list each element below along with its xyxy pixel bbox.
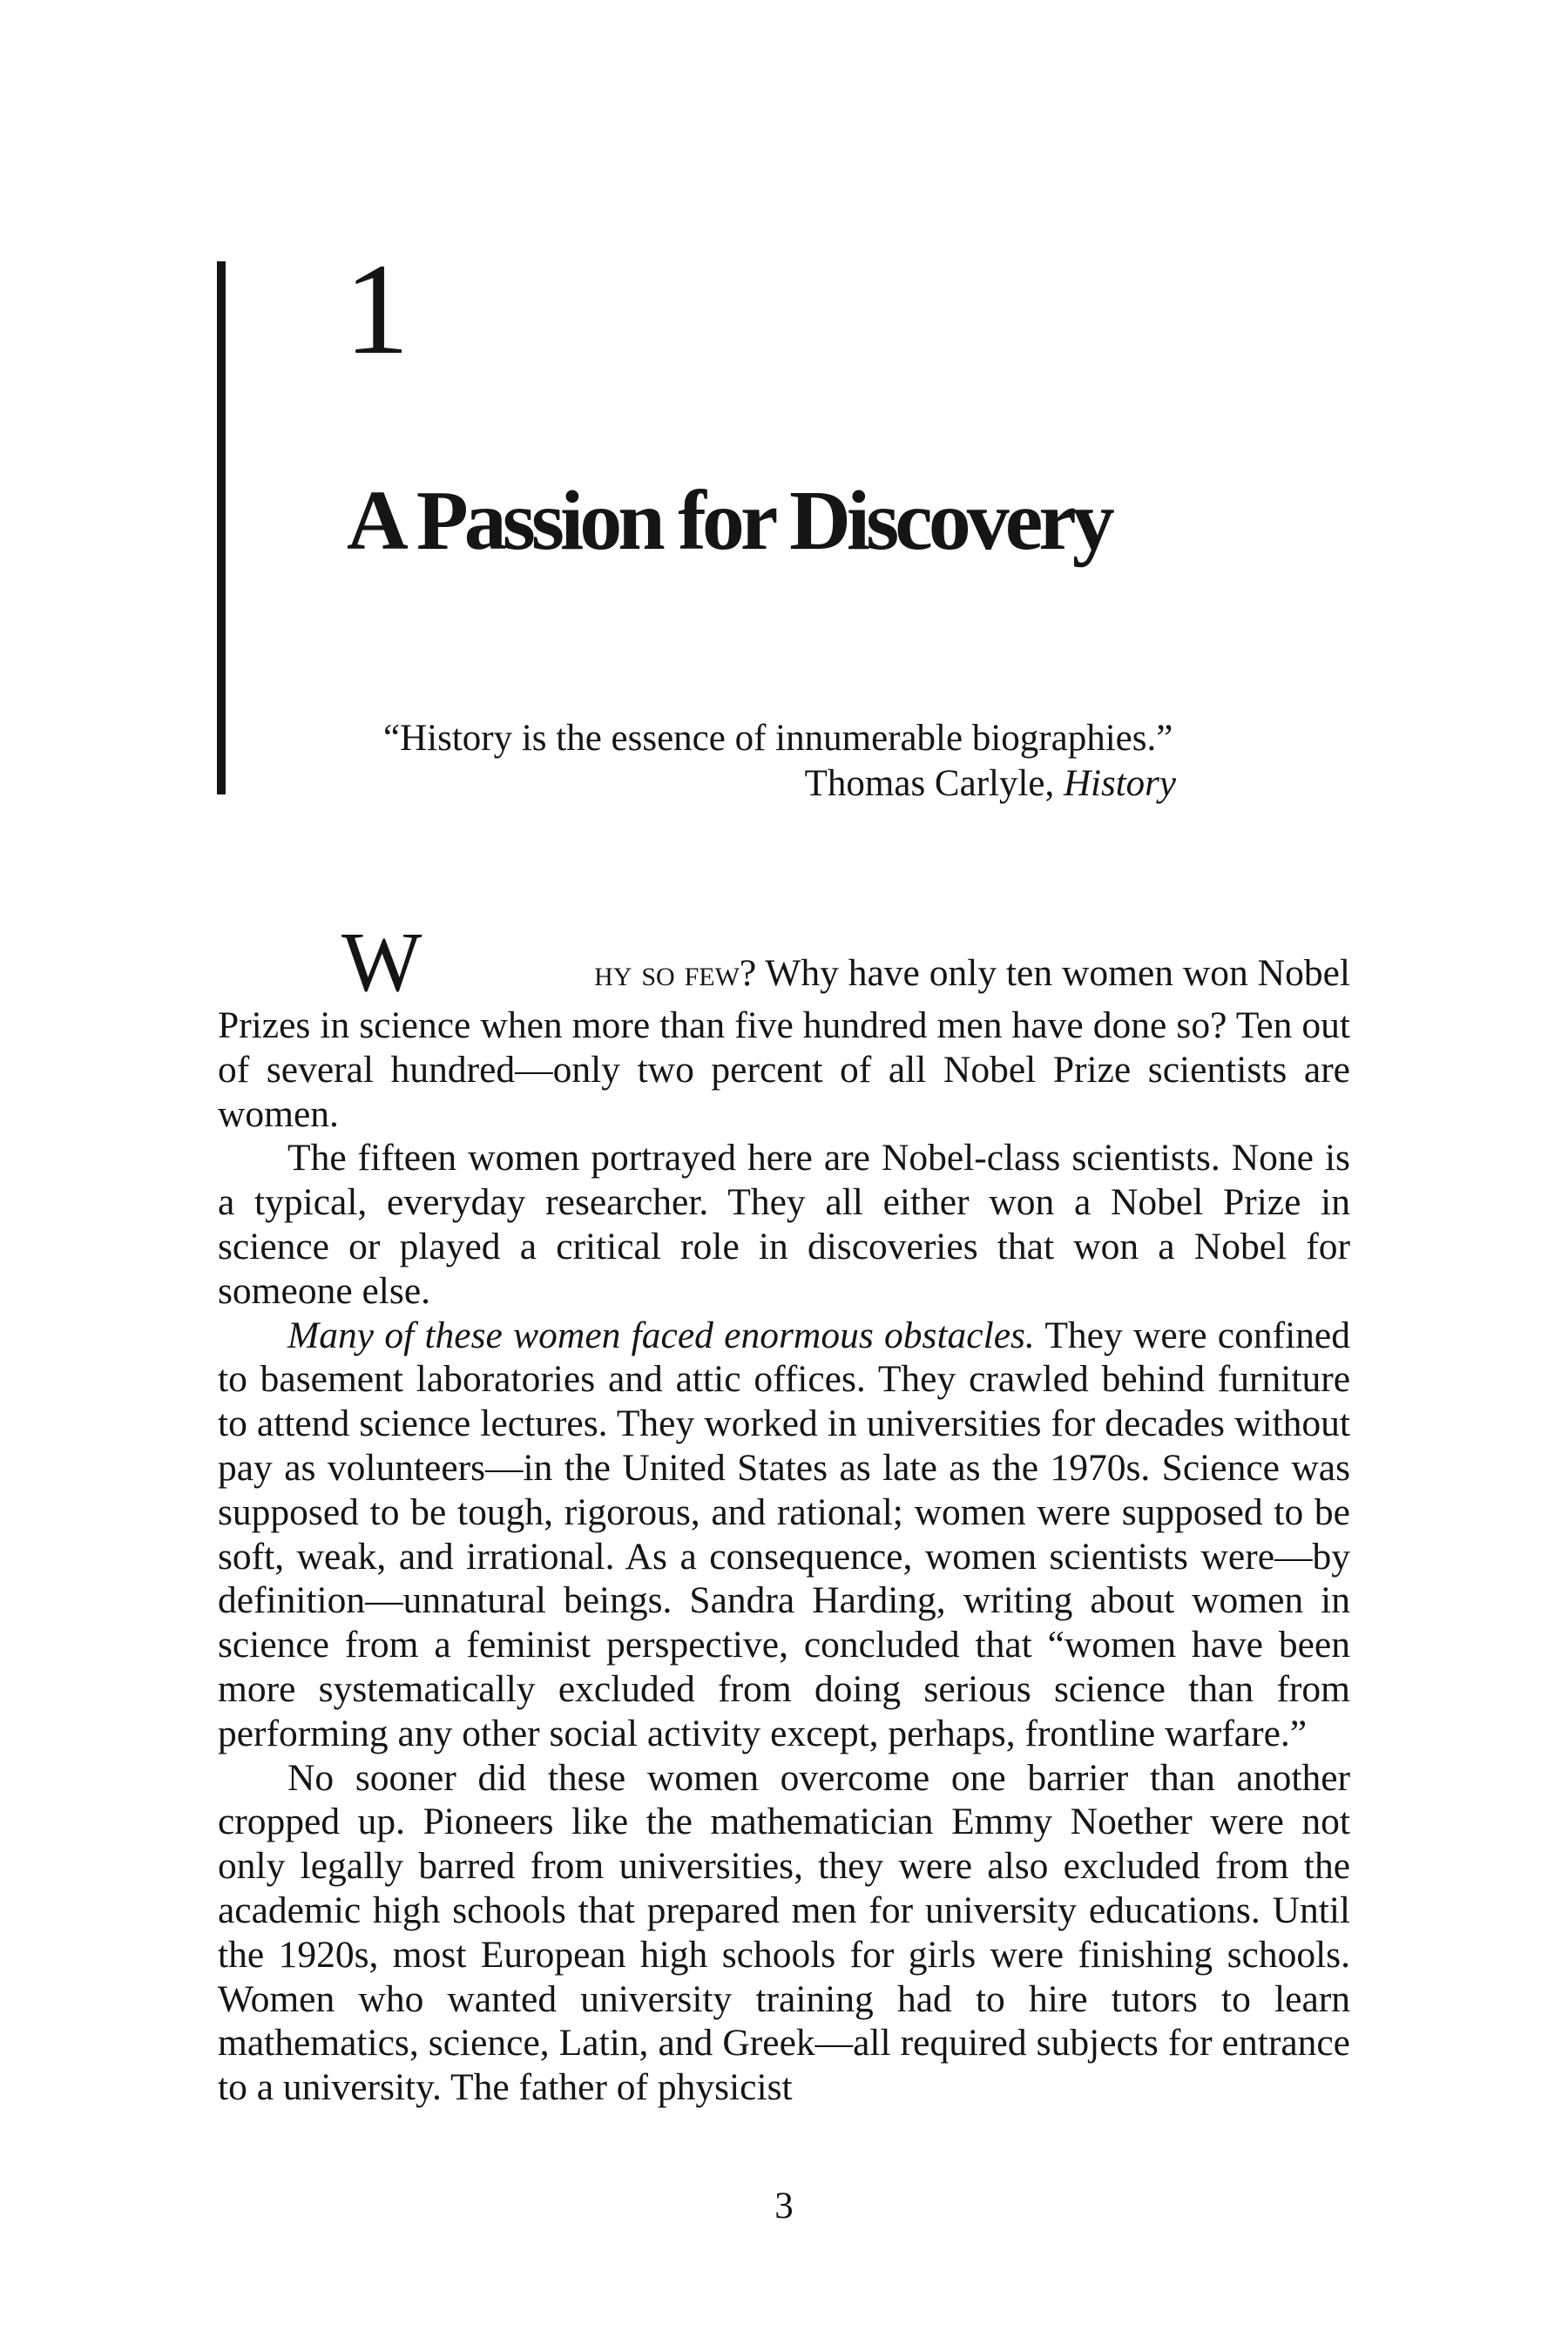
paragraph-4: No sooner did these women overcome one barrier than another cropped up. Pioneers like the mathematician Emmy Noether were not only legally barred from universities, they were also excluded from the academic high schools that prepared men for university educations. Until the 1920s, most European high schools for girls were finishing schools. Women who wanted university training had to hire tutors to learn mathematics, science, Latin, and Greek—all required subjects for entrance to a university. The father of physicist <box>218 1756 1350 2109</box>
opening-first-line <box>218 916 1350 1010</box>
paragraph-3-text: They were confined to basement laboratories and attic offices. They crawled behind furniture to attend science lectures. They worked in universities for decades without pay as volunteers—in the United States as late as the 1970s. Science was supposed to be tough, rigorous, and rational; women were supposed to be soft, weak, and irrational. As a consequence, women scientists were—by definition—unnatural beings. Sandra Harding, writing about women in science from a feminist perspective, concluded that “women have been more systematically excluded from doing serious science than from performing any other social activity except, perhaps, frontline warfare.” <box>218 1314 1350 1754</box>
paragraph-3 <box>218 1314 1350 1756</box>
opening-small-caps: hy so few? <box>594 952 757 994</box>
opening-paragraph <box>218 916 1350 1136</box>
chapter-title: A Passion for Discovery <box>347 474 1111 568</box>
epigraph-quote: “History is the essence of innumerable biographies.” <box>383 718 1173 759</box>
epigraph-author: Thomas Carlyle, <box>804 763 1055 804</box>
opening-paragraph-text: Prizes in science when more than five hundred men have done so? Ten out of several hundred—only two percent of all Nobel Prize scientists are women. <box>218 1004 1350 1135</box>
epigraph <box>383 716 1176 807</box>
paragraph-3-italic-lead: Many of these women faced enormous obstacles. <box>287 1314 1035 1356</box>
drop-cap: W <box>341 916 422 1010</box>
chapter-number: 1 <box>344 237 408 382</box>
chapter-vertical-rule <box>217 261 226 794</box>
opening-first-line-rest: Why have only ten women won Nobel <box>756 952 1350 994</box>
body-text <box>218 916 1350 2110</box>
paragraph-2: The fifteen women portrayed here are Nobel-class scientists. None is a typical, everyday researcher. They all either won a Nobel Prize in science or played a critical role in discoveries that won a Nobel for someone else. <box>218 1137 1350 1312</box>
epigraph-attribution <box>383 761 1176 807</box>
page-number: 3 <box>774 2186 794 2227</box>
epigraph-source: History <box>1064 763 1176 804</box>
